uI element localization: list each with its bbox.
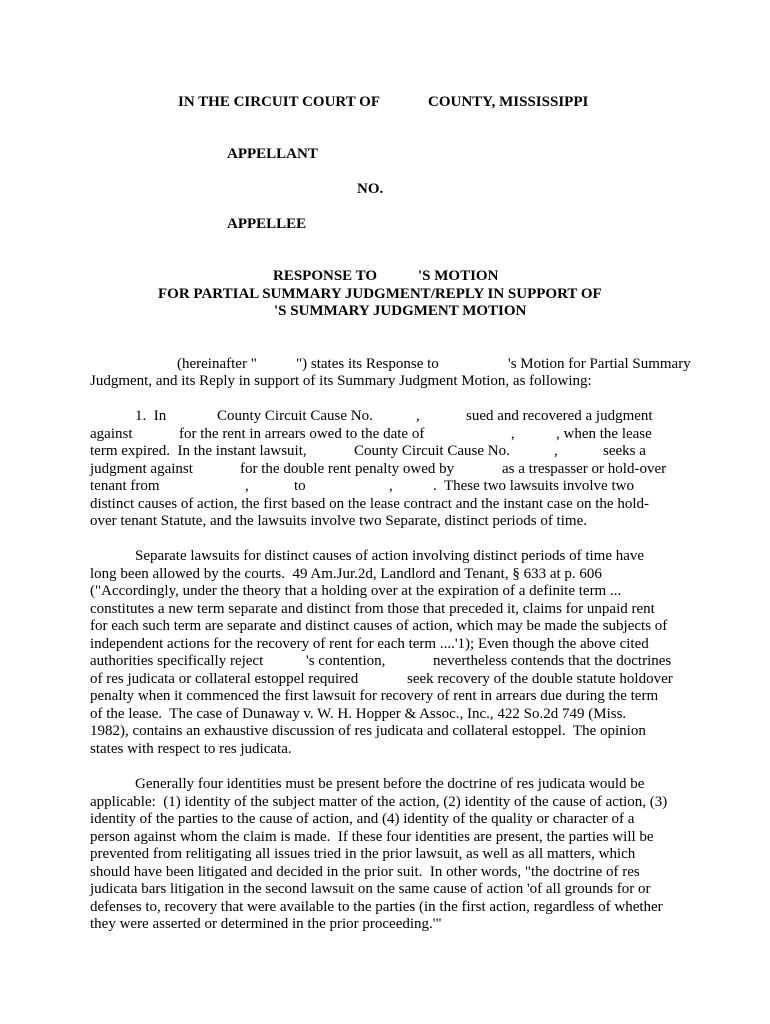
intro-text: ") states its Response to xyxy=(296,356,439,372)
court-heading-left: IN THE CIRCUIT COURT OF xyxy=(178,94,381,110)
paragraph-text: , xyxy=(245,478,249,494)
paragraph-text: of the lease. The case of Dunaway v. W. H. Hopper & Assoc., Inc., 422 So.2d 749 (Miss. xyxy=(90,706,627,722)
paragraph-text: authorities specifically reject xyxy=(90,653,264,669)
paragraph-text: , xyxy=(416,408,420,424)
paragraph-text: independent actions for the recovery of rent for each term ....'1); Even though the above cited xyxy=(90,636,649,652)
title-line-2: FOR PARTIAL SUMMARY JUDGMENT/REPLY IN SUPPORT OF xyxy=(158,286,602,302)
paragraph-text: , xyxy=(554,443,558,459)
paragraph-text: sued and recovered a judgment xyxy=(466,408,653,424)
paragraph-text: ("Accordingly, under the theory that a holding over at the expiration of a definite term ... xyxy=(90,583,622,599)
paragraph-text: person against whom the claim is made. If these four identities are present, the parties will be xyxy=(90,829,654,845)
title-line-1-right: 'S MOTION xyxy=(418,268,499,284)
paragraph-text: prevented from relitigating all issues tried in the prior lawsuit, as well as all matters, which xyxy=(90,846,636,862)
paragraph-text: nevertheless contends that the doctrines xyxy=(433,653,672,669)
paragraph-text: County Circuit Cause No. xyxy=(217,408,373,424)
paragraph-text: long been allowed by the courts. 49 Am.Jur.2d, Landlord and Tenant, § 633 at p. 606 xyxy=(90,566,602,582)
paragraph-text: Generally four identities must be present before the doctrine of res judicata would be xyxy=(135,776,645,792)
paragraph-text: 's contention, xyxy=(306,653,386,669)
paragraph-text: to xyxy=(294,478,306,494)
paragraph-text: of res judicata or collateral estoppel required xyxy=(90,671,359,687)
paragraph-text: constitutes a new term separate and distinct from those that preceded it, claims for unpaid rent xyxy=(90,601,655,617)
intro-text: (hereinafter " xyxy=(177,356,257,372)
paragraph-text: term expired. In the instant lawsuit, xyxy=(90,443,307,459)
paragraph-text: defenses to, recovery that were available to the parties (in the first action, regardless of whether xyxy=(90,899,663,915)
court-heading-right: COUNTY, MISSISSIPPI xyxy=(428,94,589,110)
paragraph-text: for each such term are separate and distinct causes of action, which may be made the subjects of xyxy=(90,618,668,634)
paragraph-text: for the rent in arrears owed to the date of xyxy=(179,426,425,442)
paragraph-text: , xyxy=(511,426,515,442)
paragraph-text: Separate lawsuits for distinct causes of action involving distinct periods of time have xyxy=(135,548,645,564)
intro-text: Judgment, and its Reply in support of its Summary Judgment Motion, as following: xyxy=(90,373,592,389)
paragraph-text: , xyxy=(389,478,393,494)
paragraph-text: they were asserted or determined in the prior proceeding.'" xyxy=(90,916,442,932)
paragraph-text: as a trespasser or hold-over xyxy=(502,461,667,477)
paragraph-text: distinct causes of action, the first based on the lease contract and the instant case on the hold- xyxy=(90,496,649,512)
title-line-1-left: RESPONSE TO xyxy=(273,268,378,284)
appellee-label: APPELLEE xyxy=(227,216,307,232)
paragraph-text: , when the lease xyxy=(556,426,652,442)
paragraph-text: over tenant Statute, and the lawsuits involve two Separate, distinct periods of time. xyxy=(90,513,587,529)
paragraph-text: applicable: (1) identity of the subject matter of the action, (2) identity of the cause of action, (3) xyxy=(90,794,668,810)
paragraph-text: judgment against xyxy=(90,461,193,477)
paragraph-text: judicata bars litigation in the second lawsuit on the same cause of action 'of all grounds for or xyxy=(90,881,651,897)
case-number-label: NO. xyxy=(357,181,384,197)
title-line-3: 'S SUMMARY JUDGMENT MOTION xyxy=(274,303,527,319)
intro-text: 's Motion for Partial Summary xyxy=(508,356,691,372)
paragraph-text: seeks a xyxy=(603,443,646,459)
appellant-label: APPELLANT xyxy=(227,146,318,162)
paragraph-text: seek recovery of the double statute holdover xyxy=(407,671,673,687)
paragraph-text: . These two lawsuits involve two xyxy=(433,478,634,494)
paragraph-text: tenant from xyxy=(90,478,160,494)
paragraph-text: penalty when it commenced the first lawsuit for recovery of rent in arrears due during the term xyxy=(90,688,659,704)
paragraph-text: 1. In xyxy=(135,408,167,424)
paragraph-text: identity of the parties to the cause of action, and (4) identity of the quality or character of a xyxy=(90,811,635,827)
paragraph-text: should have been litigated and decided in the prior suit. In other words, "the doctrine of res xyxy=(90,864,640,880)
paragraph-text: states with respect to res judicata. xyxy=(90,741,292,757)
paragraph-text: 1982), contains an exhaustive discussion of res judicata and collateral estoppel. The opinion xyxy=(90,723,646,739)
paragraph-text: against xyxy=(90,426,133,442)
paragraph-text: County Circuit Cause No. xyxy=(354,443,510,459)
paragraph-text: for the double rent penalty owed by xyxy=(240,461,455,477)
